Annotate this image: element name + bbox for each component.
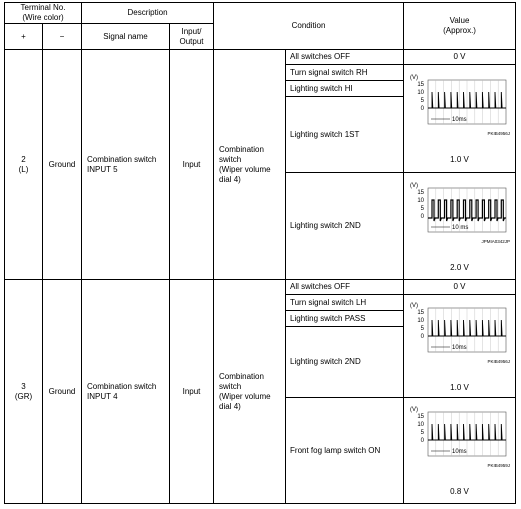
scope-unit-label: (V) [409,407,418,413]
switch-cell: Combination switch (Wiper volume dial 4) [214,280,286,504]
scope-time-label: 10ms [451,117,467,123]
scope-tick-label: 10 [416,197,424,204]
figure-code: PKIB4956J [487,131,510,136]
figure-code: PKIB4959J [487,463,510,468]
condition-cell: Lighting switch 2ND [286,327,404,398]
oscilloscope-waveform [408,72,512,154]
condition-cell: Lighting switch 1ST [286,97,404,173]
scope-tick-label: 5 [420,325,424,332]
scope-tick-label: 10 [416,317,424,324]
plus-header: + [5,24,43,50]
waveform-cell [404,295,516,398]
scope-tick-label: 10 [416,422,424,428]
scope-tick-label: 5 [420,98,424,104]
condition-cell: Turn signal switch RH [286,65,404,81]
scope-tick-label: 0 [420,213,424,220]
condition-cell: All switches OFF [286,280,404,295]
description-header: Description [82,3,214,24]
scope-tick-label: 5 [420,205,424,212]
waveform-cell [404,173,516,280]
signal-name-cell: Combination switch INPUT 4 [82,280,170,504]
scope-tick-label: 0 [420,106,424,112]
oscilloscope-waveform [408,300,512,382]
signal-name-cell: Combination switch INPUT 5 [82,50,170,280]
signal-name-header: Signal name [82,24,170,50]
scope-unit-label: (V) [409,302,418,309]
terminal-cell: 2 (L) [5,50,43,280]
terminal-spec-table [4,2,516,504]
oscilloscope-waveform [408,404,512,486]
value-header: Value (Approx.) [404,3,516,50]
waveform-cell [404,398,516,504]
figure-code: JPMIA0342JP [481,238,510,244]
scope-time-label: 10 ms [451,224,468,231]
condition-header: Condition [214,3,404,50]
scope-tick-label: 15 [416,414,424,420]
condition-cell: Lighting switch HI [286,81,404,97]
scope-time-label: 10ms [451,449,467,455]
scope-tick-label: 15 [416,82,424,88]
condition-cell: Lighting switch 2ND [286,173,404,280]
condition-cell: Turn signal switch LH [286,295,404,311]
scope-tick-label: 15 [416,309,424,316]
value-label: 1.0 V [450,155,469,164]
waveform-cell [404,65,516,173]
value-cell: 0 V [404,280,516,295]
scope-tick-label: 10 [416,90,424,96]
scope-unit-label: (V) [409,182,418,189]
switch-cell: Combination switch (Wiper volume dial 4) [214,50,286,280]
scope-time-label: 10ms [451,344,467,351]
oscilloscope-waveform [408,180,512,262]
value-label: 2.0 V [450,262,469,272]
minus-header: − [43,24,82,50]
scope-tick-label: 0 [420,333,424,340]
scope-unit-label: (V) [409,75,418,81]
ground-cell: Ground [43,50,82,280]
terminal-cell: 3 (GR) [5,280,43,504]
ground-cell: Ground [43,280,82,504]
io-cell: Input [170,50,214,280]
value-cell: 0 V [404,50,516,65]
scope-tick-label: 5 [420,430,424,436]
terminal-header: Terminal No. (Wire color) [5,3,82,24]
scope-tick-label: 15 [416,189,424,196]
io-cell: Input [170,280,214,504]
condition-cell: All switches OFF [286,50,404,65]
figure-code: PKIB4956J [487,358,510,364]
scope-tick-label: 0 [420,438,424,444]
condition-cell: Lighting switch PASS [286,311,404,327]
input-output-header: Input/ Output [170,24,214,50]
value-label: 1.0 V [450,382,469,392]
value-label: 0.8 V [450,487,469,496]
condition-cell: Front fog lamp switch ON [286,398,404,504]
